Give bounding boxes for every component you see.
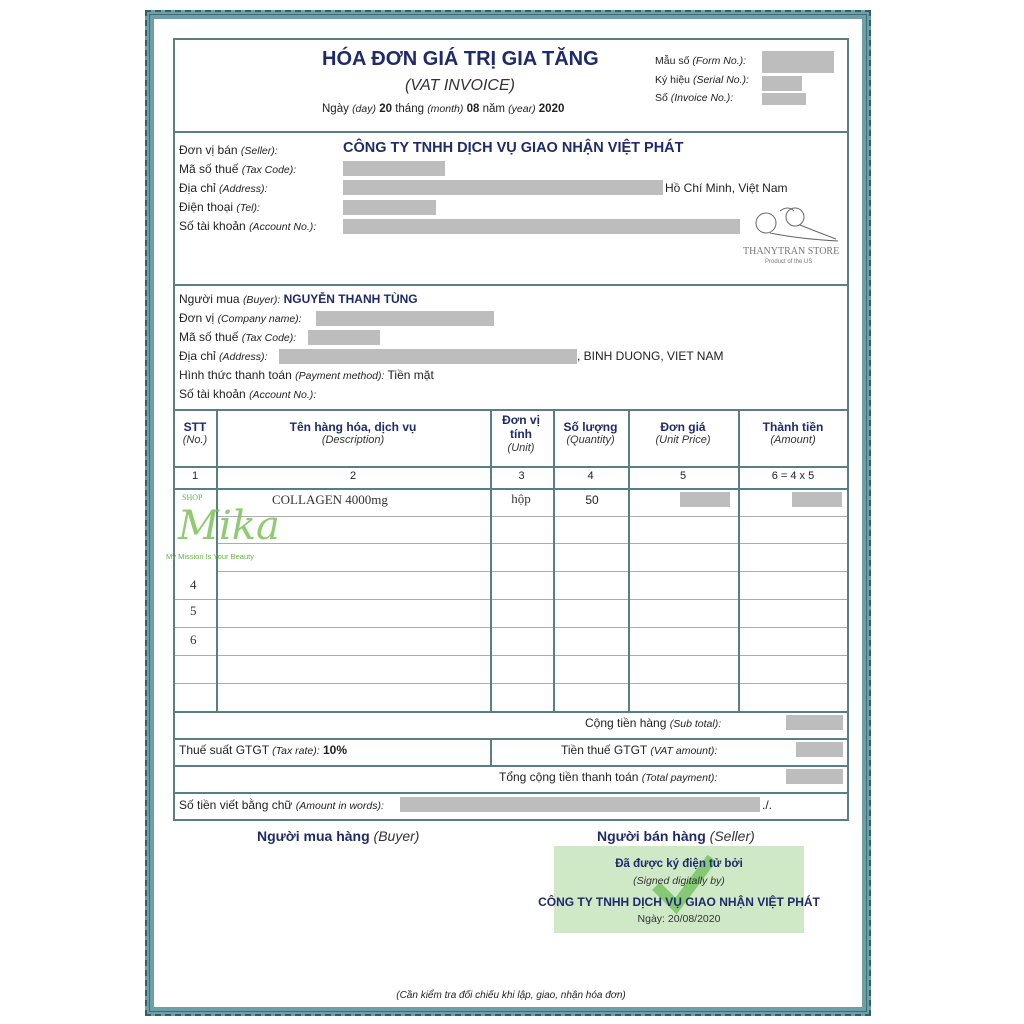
col-header-no: STT (No.) bbox=[182, 420, 208, 446]
mika-shop: SHOP bbox=[182, 493, 203, 502]
item-unit: hộp bbox=[511, 491, 531, 506]
redacted-form-no bbox=[762, 51, 834, 73]
buyer-label: Người mua (Buyer): NGUYỄN THANH TÙNG bbox=[179, 292, 418, 306]
seller-address-label: Địa chỉ (Address): bbox=[179, 181, 268, 195]
invoice-title: HÓA ĐƠN GIÁ TRỊ GIA TĂNG bbox=[322, 48, 599, 70]
col-header-unit: Đơn vị tính (Unit) bbox=[502, 413, 540, 454]
invoice-subtitle: (VAT INVOICE) bbox=[405, 77, 515, 94]
form-no-label: Mẫu số (Form No.): bbox=[655, 55, 747, 67]
seller-address-tail: Hồ Chí Minh, Việt Nam bbox=[665, 181, 788, 195]
redacted-unit-price bbox=[680, 492, 730, 507]
subtotal-label: Cộng tiền hàng (Sub total): bbox=[585, 716, 722, 730]
item-description: COLLAGEN 4000mg bbox=[272, 492, 388, 507]
amount-in-words-tail: ./. bbox=[762, 798, 773, 812]
redacted-buyer-tax bbox=[308, 330, 380, 345]
redacted-total bbox=[786, 769, 843, 784]
buyer-tax-label: Mã số thuế (Tax Code): bbox=[179, 330, 297, 344]
mika-logo: Mika bbox=[178, 503, 280, 549]
payment-method: Hình thức thanh toán (Payment method): Tiền mặt bbox=[179, 368, 434, 382]
invoice-date: Ngày (day) 20 tháng (month) 08 năm (year) 2020 bbox=[322, 103, 565, 115]
seller-tel-label: Điện thoại (Tel): bbox=[179, 200, 260, 214]
col-number: 4 bbox=[587, 470, 594, 482]
redacted-buyer-company bbox=[316, 311, 494, 326]
store-watermark-name: THANYTRAN STORE bbox=[743, 246, 840, 257]
col-number: 6 = 4 x 5 bbox=[771, 470, 815, 482]
col-header-unit-price: Đơn giá (Unit Price) bbox=[655, 420, 711, 446]
signed-label-en: (Signed digitally by) bbox=[633, 875, 725, 887]
redacted-seller-account bbox=[343, 219, 740, 234]
mika-tagline: My Mission Is Your Beauty bbox=[166, 552, 254, 561]
seller-account-label: Số tài khoản (Account No.): bbox=[179, 219, 317, 233]
col-header-description: Tên hàng hóa, dịch vụ (Description) bbox=[289, 420, 417, 446]
signed-company: CÔNG TY TNHH DỊCH VỤ GIAO NHẬN VIỆT PHÁT bbox=[538, 895, 820, 909]
redacted-amount bbox=[792, 492, 842, 507]
invoice-no-label: Số (Invoice No.): bbox=[655, 92, 734, 104]
redacted-seller-tax bbox=[343, 161, 445, 176]
col-header-quantity: Số lượng (Quantity) bbox=[563, 420, 618, 446]
redacted-serial bbox=[762, 76, 802, 91]
col-number: 1 bbox=[191, 470, 199, 482]
tax-rate: Thuế suất GTGT (Tax rate): 10% bbox=[179, 743, 347, 757]
row-number: 6 bbox=[190, 632, 197, 647]
redacted-seller-address bbox=[343, 180, 663, 195]
seller-name: CÔNG TY TNHH DỊCH VỤ GIAO NHẬN VIỆT PHÁT bbox=[343, 140, 684, 156]
row-number: 4 bbox=[190, 577, 197, 592]
footer-note: (Cần kiểm tra đối chiếu khi lập, giao, nhận hóa đơn) bbox=[396, 990, 626, 1001]
row-number: 5 bbox=[190, 603, 197, 618]
redacted-seller-tel bbox=[343, 200, 436, 215]
signed-label: Đã được ký điện tử bởi bbox=[615, 858, 743, 870]
serial-label: Ký hiệu (Serial No.): bbox=[655, 74, 749, 86]
buyer-address-label: Địa chỉ (Address): bbox=[179, 349, 268, 363]
seller-signature-label: Người bán hàng (Seller) bbox=[597, 828, 755, 844]
amount-in-words-label: Số tiền viết bằng chữ (Amount in words): bbox=[179, 798, 384, 812]
col-header-amount: Thành tiền (Amount) bbox=[762, 420, 824, 446]
buyer-signature-label: Người mua hàng (Buyer) bbox=[257, 828, 420, 844]
vat-amount-label: Tiền thuế GTGT (VAT amount): bbox=[561, 743, 718, 757]
col-number: 3 bbox=[518, 470, 525, 482]
redacted-subtotal bbox=[786, 715, 843, 730]
col-number: 5 bbox=[679, 470, 687, 482]
signed-date: Ngày: 20/08/2020 bbox=[637, 913, 721, 925]
col-number: 2 bbox=[349, 470, 357, 482]
total-label: Tổng cộng tiền thanh toán (Total payment): bbox=[499, 770, 718, 784]
redacted-invoice-no bbox=[762, 93, 806, 105]
item-quantity: 50 bbox=[585, 493, 599, 507]
buyer-account-label: Số tài khoản (Account No.): bbox=[179, 387, 317, 401]
rose-logo-icon bbox=[750, 203, 845, 245]
redacted-vat-amount bbox=[796, 742, 843, 757]
buyer-company-label: Đơn vị (Company name): bbox=[179, 311, 302, 325]
redacted-amount-in-words bbox=[400, 797, 760, 812]
seller-label: Đơn vị bán (Seller): bbox=[179, 143, 278, 157]
buyer-address-tail: , BINH DUONG, VIET NAM bbox=[577, 349, 724, 363]
store-watermark-tagline: Product of the US bbox=[765, 259, 813, 265]
seller-tax-label: Mã số thuế (Tax Code): bbox=[179, 162, 297, 176]
redacted-buyer-address bbox=[279, 349, 577, 364]
